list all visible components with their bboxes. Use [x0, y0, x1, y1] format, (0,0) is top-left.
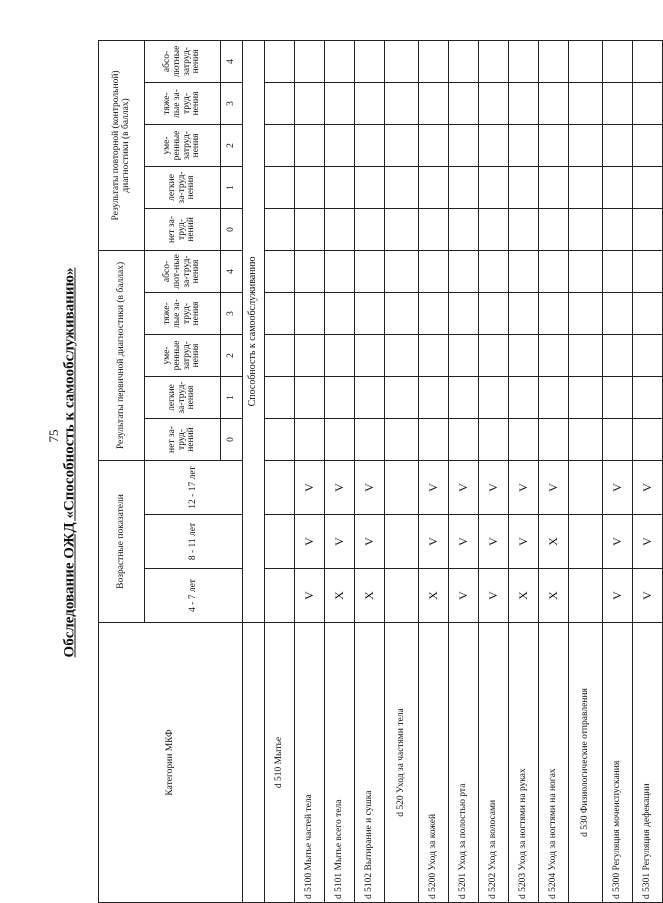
scale-label-header: нет за-труд-нений	[145, 419, 221, 461]
score-cell	[419, 82, 449, 124]
age-mark: V	[633, 569, 663, 623]
category-label: d 5102 Вытирание и сушка	[355, 623, 385, 903]
page-title: Обследование ОЖД «Способность к самообслуживанию»	[61, 267, 78, 658]
age-mark: V	[449, 515, 479, 569]
score-cell	[633, 293, 663, 335]
score-cell	[295, 293, 325, 335]
score-cell	[539, 293, 569, 335]
score-cell	[449, 377, 479, 419]
group-label: d 530 Физиологические отправления	[569, 623, 603, 903]
group-label: d 510 Мытье	[265, 623, 295, 903]
score-cell	[325, 335, 355, 377]
score-cell	[539, 208, 569, 250]
score-cell	[419, 166, 449, 208]
score-cell	[603, 208, 633, 250]
score-cell	[569, 82, 603, 124]
age-mark: X	[325, 569, 355, 623]
score-cell	[355, 250, 385, 292]
age-mark: V	[603, 569, 633, 623]
score-cell	[325, 377, 355, 419]
category-label: d 5201 Уход за полостью рта	[449, 623, 479, 903]
group-row	[569, 40, 603, 902]
age-mark: V	[295, 461, 325, 515]
table-row	[479, 40, 509, 902]
score-cell	[419, 124, 449, 166]
score-cell	[569, 569, 603, 623]
age-mark: V	[295, 515, 325, 569]
scale-label-header: уме-ренные затруд-нения	[145, 335, 221, 377]
score-cell	[325, 124, 355, 166]
age-mark: V	[449, 461, 479, 515]
score-cell	[449, 166, 479, 208]
scale-score-header: 2	[221, 124, 243, 166]
score-cell	[325, 250, 355, 292]
category-label: d 5204 Уход за ногтями на ногах	[539, 623, 569, 903]
score-cell	[479, 419, 509, 461]
age-mark: V	[295, 569, 325, 623]
group-row	[265, 40, 295, 902]
age-mark: V	[603, 515, 633, 569]
score-cell	[479, 82, 509, 124]
score-cell	[419, 335, 449, 377]
score-cell	[325, 293, 355, 335]
score-cell	[385, 166, 419, 208]
score-cell	[295, 419, 325, 461]
score-cell	[509, 82, 539, 124]
score-cell	[295, 82, 325, 124]
age-header: 4 - 7 лет	[145, 569, 243, 623]
age-mark: V	[633, 461, 663, 515]
score-cell	[295, 250, 325, 292]
score-cell	[569, 515, 603, 569]
page-number: 75	[46, 429, 61, 443]
score-cell	[355, 166, 385, 208]
score-cell	[509, 124, 539, 166]
score-cell	[569, 166, 603, 208]
section-row	[243, 40, 265, 902]
score-cell	[355, 82, 385, 124]
age-mark: V	[325, 461, 355, 515]
score-cell	[295, 124, 325, 166]
age-mark: V	[479, 461, 509, 515]
age-mark: V	[419, 461, 449, 515]
score-cell	[603, 124, 633, 166]
category-label: d 5100 Мытье частей тела	[295, 623, 325, 903]
score-cell	[385, 461, 419, 515]
score-cell	[539, 377, 569, 419]
score-cell	[385, 419, 419, 461]
score-cell	[539, 82, 569, 124]
category-label: d 5300 Регуляция мочеиспускания	[603, 623, 633, 903]
age-mark: V	[539, 461, 569, 515]
score-cell	[569, 208, 603, 250]
scale-label-header: уме-ренные затруд-нения	[145, 124, 221, 166]
score-cell	[449, 124, 479, 166]
score-cell	[479, 335, 509, 377]
scale-score-header: 0	[221, 208, 243, 250]
group-row	[385, 40, 419, 902]
scale-label-header: легкие за-труд-нения	[145, 166, 221, 208]
repeat-diagnostics-header: Результаты повторной (контрольной) диагностики (в баллах)	[99, 40, 145, 250]
score-cell	[569, 293, 603, 335]
age-mark: V	[633, 515, 663, 569]
table-row	[509, 40, 539, 902]
score-cell	[385, 335, 419, 377]
score-cell	[479, 377, 509, 419]
scale-label-header: легкие за-труд-нения	[145, 377, 221, 419]
score-cell	[265, 166, 295, 208]
table-row	[539, 40, 569, 902]
scale-label-header: тяже-лые за-труд-нения	[145, 293, 221, 335]
score-cell	[569, 335, 603, 377]
score-cell	[265, 515, 295, 569]
score-cell	[449, 40, 479, 82]
score-cell	[355, 40, 385, 82]
scale-score-header: 3	[221, 82, 243, 124]
score-cell	[539, 124, 569, 166]
age-mark: V	[419, 515, 449, 569]
score-cell	[325, 208, 355, 250]
scale-score-header: 4	[221, 40, 243, 82]
score-cell	[385, 82, 419, 124]
score-cell	[509, 40, 539, 82]
score-cell	[265, 208, 295, 250]
score-cell	[569, 377, 603, 419]
score-cell	[419, 208, 449, 250]
age-mark: V	[603, 461, 633, 515]
score-cell	[509, 166, 539, 208]
score-cell	[419, 377, 449, 419]
score-cell	[295, 40, 325, 82]
score-cell	[385, 250, 419, 292]
age-header: 8 - 11 лет	[145, 515, 243, 569]
score-cell	[449, 82, 479, 124]
scale-score-header: 4	[221, 250, 243, 292]
score-cell	[325, 40, 355, 82]
score-cell	[355, 335, 385, 377]
score-cell	[325, 166, 355, 208]
score-cell	[633, 82, 663, 124]
category-label: d 5301 Регуляция дефекации	[633, 623, 663, 903]
score-cell	[539, 419, 569, 461]
table-row	[325, 40, 355, 902]
score-cell	[633, 250, 663, 292]
age-mark: X	[419, 569, 449, 623]
scale-score-header: 3	[221, 293, 243, 335]
score-cell	[449, 419, 479, 461]
age-group-header: Возрастные показатели	[99, 461, 145, 623]
score-cell	[355, 124, 385, 166]
score-cell	[479, 208, 509, 250]
score-cell	[419, 419, 449, 461]
score-cell	[385, 515, 419, 569]
score-cell	[355, 419, 385, 461]
score-cell	[509, 293, 539, 335]
score-cell	[295, 208, 325, 250]
age-mark: V	[479, 569, 509, 623]
score-cell	[449, 335, 479, 377]
score-cell	[265, 293, 295, 335]
category-label: d 5101 Мытье всего тела	[325, 623, 355, 903]
age-mark: V	[509, 461, 539, 515]
score-cell	[419, 293, 449, 335]
score-cell	[385, 40, 419, 82]
score-cell	[603, 335, 633, 377]
score-cell	[603, 293, 633, 335]
score-cell	[385, 377, 419, 419]
score-cell	[603, 82, 633, 124]
table-row	[603, 40, 633, 902]
score-cell	[325, 419, 355, 461]
score-cell	[385, 569, 419, 623]
score-cell	[603, 166, 633, 208]
age-mark: X	[539, 569, 569, 623]
score-cell	[295, 377, 325, 419]
age-mark: V	[449, 569, 479, 623]
table-row	[633, 40, 663, 902]
score-cell	[539, 40, 569, 82]
score-cell	[569, 250, 603, 292]
category-header: Категории МКФ	[99, 623, 243, 903]
score-cell	[569, 124, 603, 166]
scale-label-header: абсо-лют-ные за-труд-нения	[145, 250, 221, 292]
table-row	[295, 40, 325, 902]
score-cell	[265, 461, 295, 515]
category-label: d 5203 Уход за ногтями на руках	[509, 623, 539, 903]
score-cell	[479, 293, 509, 335]
score-cell	[603, 40, 633, 82]
age-mark: X	[355, 569, 385, 623]
ojd-table	[98, 40, 663, 903]
score-cell	[479, 124, 509, 166]
score-cell	[633, 124, 663, 166]
score-cell	[419, 40, 449, 82]
table-body	[243, 40, 663, 902]
score-cell	[633, 208, 663, 250]
score-cell	[355, 293, 385, 335]
score-cell	[569, 40, 603, 82]
score-cell	[265, 419, 295, 461]
table-row	[449, 40, 479, 902]
score-cell	[355, 208, 385, 250]
score-cell	[449, 250, 479, 292]
score-cell	[265, 377, 295, 419]
score-cell	[479, 250, 509, 292]
scale-score-header: 1	[221, 377, 243, 419]
score-cell	[539, 250, 569, 292]
score-cell	[449, 208, 479, 250]
score-cell	[479, 40, 509, 82]
score-cell	[265, 40, 295, 82]
score-cell	[449, 293, 479, 335]
age-header: 12 - 17 лет	[145, 461, 243, 515]
score-cell	[633, 40, 663, 82]
category-label: d 5202 Уход за волосами	[479, 623, 509, 903]
score-cell	[633, 419, 663, 461]
age-mark: V	[325, 515, 355, 569]
table-row	[355, 40, 385, 902]
age-mark: X	[509, 569, 539, 623]
age-mark: V	[479, 515, 509, 569]
score-cell	[509, 208, 539, 250]
primary-diagnostics-header: Результаты первичной диагностики (в баллах)	[99, 250, 145, 460]
score-cell	[569, 419, 603, 461]
score-cell	[265, 250, 295, 292]
score-cell	[603, 377, 633, 419]
score-cell	[265, 335, 295, 377]
score-cell	[603, 250, 633, 292]
score-cell	[295, 335, 325, 377]
age-mark: V	[509, 515, 539, 569]
scale-label-header: тяже-лые за-труд-нения	[145, 82, 221, 124]
age-mark: V	[355, 515, 385, 569]
age-mark: X	[539, 515, 569, 569]
score-cell	[509, 250, 539, 292]
age-mark: V	[355, 461, 385, 515]
scale-label-header: абсо-лютные затруд-нения	[145, 40, 221, 82]
table-row	[419, 40, 449, 902]
score-cell	[419, 250, 449, 292]
score-cell	[265, 569, 295, 623]
score-cell	[385, 124, 419, 166]
score-cell	[539, 335, 569, 377]
section-title: Способность к самообслуживанию	[243, 40, 265, 622]
score-cell	[633, 166, 663, 208]
rotated-table-container	[98, 45, 655, 903]
score-cell	[539, 166, 569, 208]
scale-score-header: 2	[221, 335, 243, 377]
score-cell	[385, 293, 419, 335]
score-cell	[633, 377, 663, 419]
score-cell	[509, 377, 539, 419]
table-head	[99, 40, 243, 902]
group-label: d 520 Уход за частями тела	[385, 623, 419, 903]
score-cell	[569, 461, 603, 515]
score-cell	[603, 419, 633, 461]
score-cell	[325, 82, 355, 124]
score-cell	[355, 377, 385, 419]
scale-score-header: 0	[221, 419, 243, 461]
score-cell	[265, 124, 295, 166]
scale-label-header: нет за-труд-нений	[145, 208, 221, 250]
category-label: d 5200 Уход за кожей	[419, 623, 449, 903]
scale-score-header: 1	[221, 166, 243, 208]
score-cell	[479, 166, 509, 208]
score-cell	[385, 208, 419, 250]
score-cell	[509, 419, 539, 461]
score-cell	[633, 335, 663, 377]
score-cell	[265, 82, 295, 124]
score-cell	[509, 335, 539, 377]
section-empty-cell	[243, 623, 265, 903]
score-cell	[295, 166, 325, 208]
